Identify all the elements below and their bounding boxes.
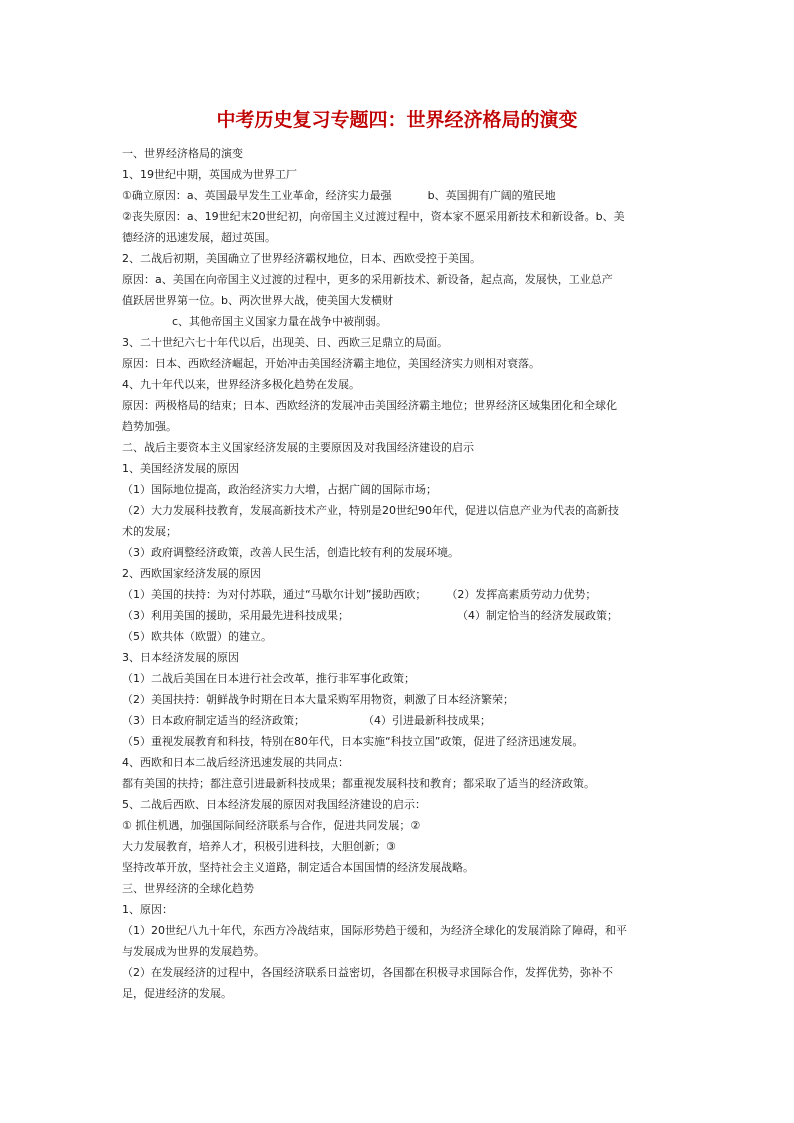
text-segment: （1）美国的扶持：为对付苏联，通过“马歇尔计划”援助西欧； xyxy=(122,588,427,601)
subsection-heading: 2、二战后初期，美国确立了世界经济霸权地位，日本、西欧受控于美国。 xyxy=(122,252,481,265)
section-heading: 二、战后主要资本主义国家经济发展的主要原因及对我国经济建设的启示 xyxy=(122,441,474,454)
text-segment: （3）利用美国的援助，采用最先进科技成果； xyxy=(122,609,349,622)
text-line: （2）大力发展科技教育，发展高新技术产业，特别是20世纪90年代，促进以信息产业为代表的高新技 xyxy=(122,504,619,517)
document-title: 中考历史复习专题四：世界经济格局的演变 xyxy=(216,109,578,131)
text-line: 坚持改革开放，坚持社会主义道路，制定适合本国国情的经济发展战略。 xyxy=(122,861,474,874)
text-line: 德经济的迅速发展，超过英国。 xyxy=(122,231,276,244)
text-line xyxy=(122,584,670,605)
text-line xyxy=(122,185,670,206)
text-line: 原因：日本、西欧经济崛起，开始冲击美国经济霸主地位，美国经济实力则相对衰落。 xyxy=(122,357,540,370)
text-segment: （4）制定恰当的经济发展政策； xyxy=(457,609,618,622)
subsection-heading: 2、西欧国家经济发展的原因 xyxy=(122,567,261,580)
subsection-heading: 1、19世纪中期，英国成为世界工厂 xyxy=(122,168,297,181)
subsection-heading: 4、西欧和日本二战后经济迅速发展的共同点： xyxy=(122,756,349,769)
text-line: （1）20世纪八九十年代，东西方冷战结束，国际形势趋于缓和，为经济全球化的发展消除了障碍，和平 xyxy=(122,924,627,937)
text-line: 原因：a、美国在向帝国主义过渡的过程中，更多的采用新技术、新设备，起点高，发展快，工业总产 xyxy=(122,273,613,286)
text-line: 原因：两极格局的结束；日本、西欧经济的发展冲击美国经济霸主地位；世界经济区域集团化和全球化 xyxy=(122,399,617,412)
text-line: 与发展成为世界的发展趋势。 xyxy=(122,945,265,958)
text-line: （3）政府调整经济政策，改善人民生活，创造比较有利的发展环境。 xyxy=(122,546,459,559)
subsection-heading: 4、九十年代以来，世界经济多极化趋势在发展。 xyxy=(122,378,360,391)
text-line: 足，促进经济的发展。 xyxy=(122,987,232,1000)
subsection-heading: 3、二十世纪六七十年代以后，出现美、日、西欧三足鼎立的局面。 xyxy=(122,336,448,349)
text-segment: b、英国拥有广阔的殖民地 xyxy=(427,189,556,202)
text-segment: （4）引进最新科技成果； xyxy=(363,714,491,727)
text-segment: （2）发挥高素质劳动力优势； xyxy=(446,588,597,601)
subsection-heading: 5、二战后西欧、日本经济发展的原因对我国经济建设的启示： xyxy=(122,798,426,811)
document-body xyxy=(122,143,670,1004)
text-line xyxy=(122,605,670,626)
subsection-heading: 1、原因： xyxy=(122,903,173,916)
subsection-heading: 3、日本经济发展的原因 xyxy=(122,651,239,664)
text-line: （2）美国扶持：朝鲜战争时期在日本大量采购军用物资，刺激了日本经济繁荣； xyxy=(122,693,514,706)
section-heading: 三、世界经济的全球化趋势 xyxy=(122,882,254,895)
text-line: （2）在发展经济的过程中，各国经济联系日益密切，各国都在积极寻求国际合作，发挥优势，弥补不 xyxy=(122,966,613,979)
text-line: c、其他帝国主义国家力量在战争中被削弱。 xyxy=(172,315,388,328)
text-segment: （3）日本政府制定适当的经济政策； xyxy=(122,714,305,727)
text-line: （1）国际地位提高，政治经济实力大增，占据广阔的国际市场； xyxy=(122,483,437,496)
text-line: 趋势加强。 xyxy=(122,420,177,433)
text-line: 值跃居世界第一位。b、两次世界大战，使美国大发横财 xyxy=(122,294,393,307)
text-line: 术的发展； xyxy=(122,525,177,538)
text-line: （1）二战后美国在日本进行社会改革，推行非军事化政策； xyxy=(122,672,415,685)
text-line xyxy=(122,710,670,731)
subsection-heading: 1、美国经济发展的原因 xyxy=(122,462,239,475)
text-line: ②丧失原因：a、19世纪末20世纪初，向帝国主义过渡过程中，资本家不愿采用新技术和新设备。b、美 xyxy=(122,210,625,223)
section-heading: 一、世界经济格局的演变 xyxy=(122,147,243,160)
text-line: （5）重视发展教育和科技，特别在80年代，日本实施“科技立国”政策，促进了经济迅速发展。 xyxy=(122,735,584,748)
text-line: 都有美国的扶持；都注意引进最新科技成果；都重视发展科技和教育；都采取了适当的经济政策。 xyxy=(122,777,595,790)
text-line: ① 抓住机遇，加强国际间经济联系与合作，促进共同发展；② xyxy=(122,819,421,832)
text-line: 大力发展教育，培养人才，积极引进科技，大胆创新；③ xyxy=(122,840,396,853)
text-segment: ①确立原因：a、英国最早发生工业革命，经济实力最强 xyxy=(122,189,392,202)
text-line: （5）欧共体（欧盟）的建立。 xyxy=(122,630,272,643)
